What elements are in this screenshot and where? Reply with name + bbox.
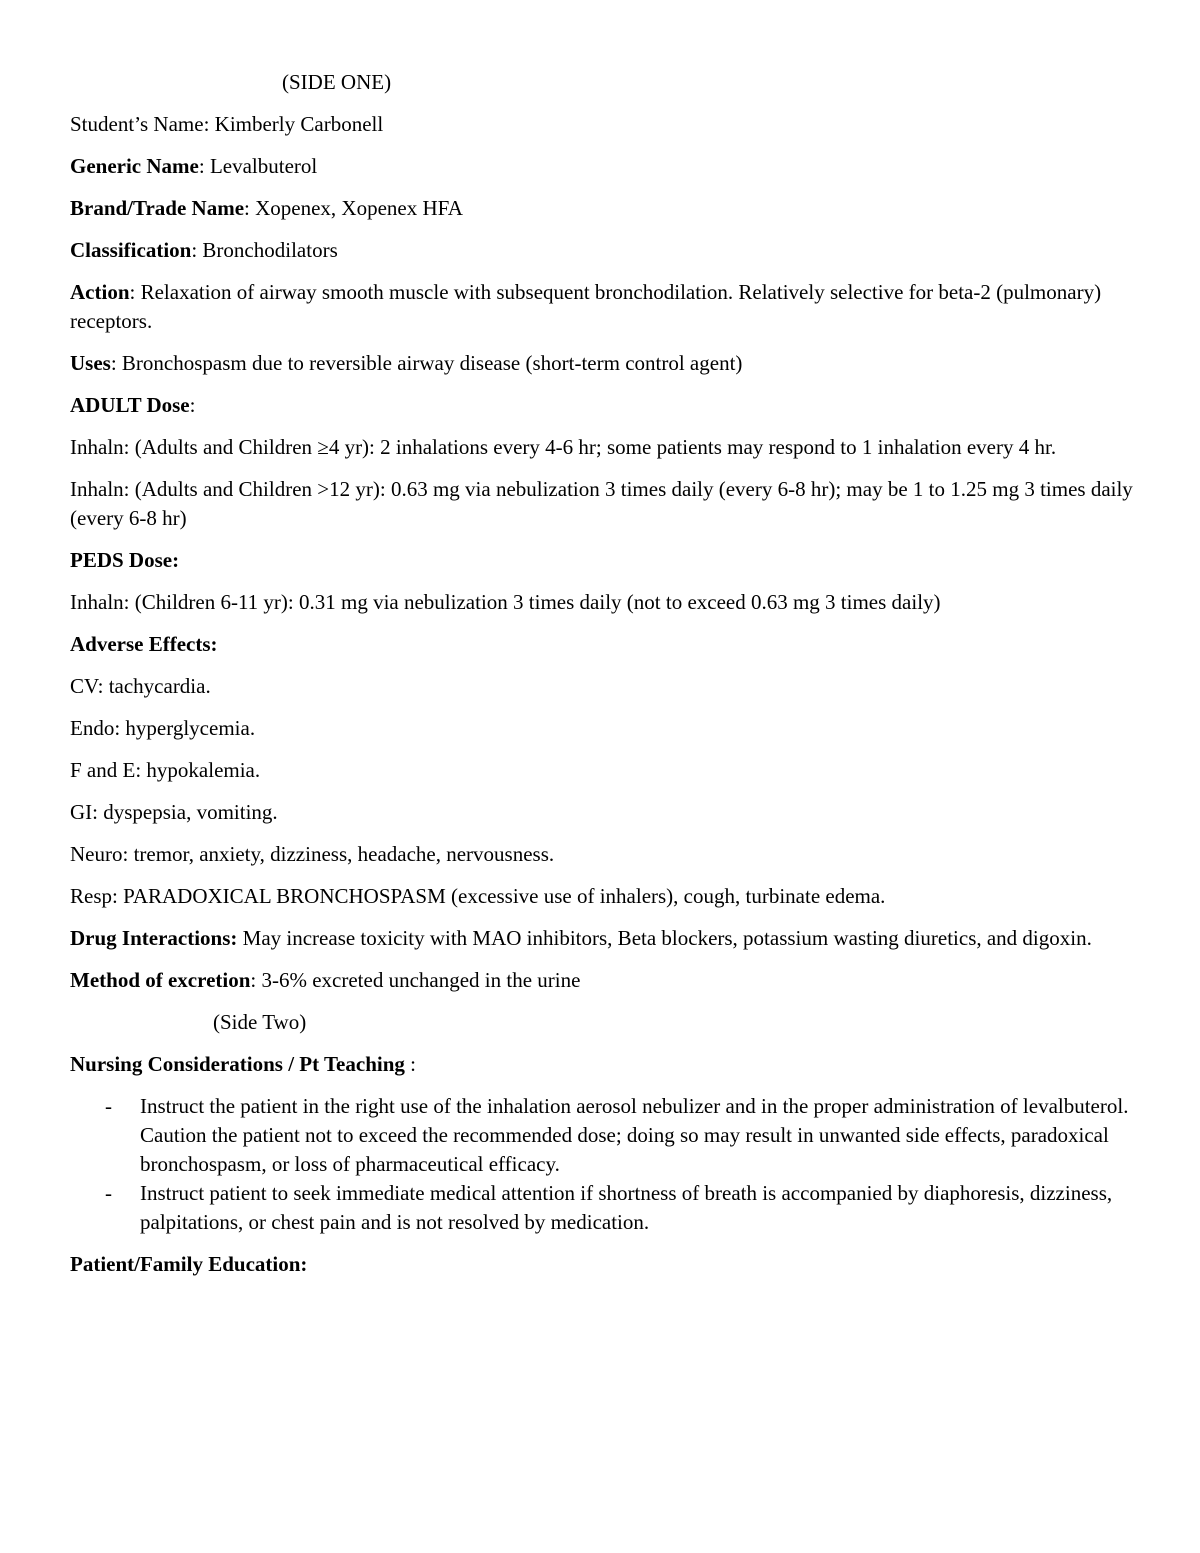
student-name-label: Student’s Name:: [70, 112, 210, 136]
brand-name-value: : Xopenex, Xopenex HFA: [244, 196, 463, 220]
adverse-effects-heading: [70, 630, 1135, 659]
uses-label: Uses: [70, 351, 111, 375]
student-name-line: [70, 110, 1135, 139]
brand-name-line: [70, 194, 1135, 223]
adverse-effect-item: CV: tachycardia.: [70, 674, 211, 698]
adult-dose-line: Inhaln: (Adults and Children >12 yr): 0.63 mg via nebulization 3 times daily (every 6-8 hr); may be 1 to 1.25 mg 3 times daily (every 6-8 hr): [70, 477, 1133, 530]
adult-dose-heading: [70, 391, 1135, 420]
generic-name-value: : Levalbuterol: [198, 154, 318, 178]
adverse-effect-item: GI: dyspepsia, vomiting.: [70, 800, 278, 824]
dash-bullet: -: [105, 1094, 112, 1118]
action-line: [70, 278, 1135, 336]
generic-name-line: [70, 152, 1135, 181]
uses-line: [70, 349, 1135, 378]
classification-line: [70, 236, 1135, 265]
action-label: Action: [70, 280, 130, 304]
adult-dose-line: Inhaln: (Adults and Children ≥4 yr): 2 inhalations every 4-6 hr; some patients may respond to 1 inhalation every 4 hr.: [70, 435, 1057, 459]
peds-dose-heading: [70, 546, 1135, 575]
nursing-list: [70, 1092, 1135, 1237]
adverse-effects-label: Adverse Effects:: [70, 632, 218, 656]
drug-interactions-value: May increase toxicity with MAO inhibitors, Beta blockers, potassium wasting diuretics, and digoxin.: [237, 926, 1092, 950]
classification-value: : Bronchodilators: [191, 238, 338, 262]
adult-dose-label: ADULT Dose: [70, 393, 190, 417]
adverse-effect-item: Resp: PARADOXICAL BRONCHOSPASM (excessive use of inhalers), cough, turbinate edema.: [70, 884, 886, 908]
document-page: [70, 68, 1135, 1292]
list-item: [70, 1179, 1135, 1237]
brand-name-label: Brand/Trade Name: [70, 196, 245, 220]
adverse-effect-item: Neuro: tremor, anxiety, dizziness, headache, nervousness.: [70, 842, 555, 866]
drug-interactions-label: Drug Interactions:: [70, 926, 238, 950]
peds-dose-label: PEDS Dose:: [70, 548, 180, 572]
patient-education-heading: [70, 1250, 1135, 1279]
nursing-heading: [70, 1050, 1135, 1079]
nursing-item-text: Instruct the patient in the right use of the inhalation aerosol nebulizer and in the proper administration of levalbuterol. Caution the patient not to exceed the recommended dose; doing so may result in unwanted side effects, paradoxical bronchospasm, or loss of pharmaceutical efficacy.: [140, 1094, 1129, 1176]
list-item: [70, 1092, 1135, 1179]
adverse-effect-item: F and E: hypokalemia.: [70, 758, 261, 782]
uses-value: : Bronchospasm due to reversible airway disease (short-term control agent): [110, 351, 743, 375]
excretion-line: [70, 966, 1135, 995]
peds-dose-line: Inhaln: (Children 6-11 yr): 0.31 mg via nebulization 3 times daily (not to exceed 0.63 mg 3 times daily): [70, 590, 941, 614]
student-name-value: Kimberly Carbonell: [209, 112, 384, 136]
action-value: : Relaxation of airway smooth muscle with subsequent bronchodilation. Relatively selective for beta-2 (pulmonary) receptors.: [70, 280, 1102, 333]
side-two-heading: (Side Two): [213, 1010, 307, 1034]
excretion-value: : 3-6% excreted unchanged in the urine: [250, 968, 581, 992]
classification-label: Classification: [70, 238, 192, 262]
patient-education-label: Patient/Family Education:: [70, 1252, 308, 1276]
nursing-item-text: Instruct patient to seek immediate medical attention if shortness of breath is accompanied by diaphoresis, dizziness, palpitations, or chest pain and is not resolved by medication.: [140, 1181, 1113, 1234]
adverse-effect-item: Endo: hyperglycemia.: [70, 716, 256, 740]
side-one-heading: (SIDE ONE): [282, 70, 392, 94]
adult-dose-suffix: :: [189, 393, 196, 417]
nursing-label: Nursing Considerations / Pt Teaching: [70, 1052, 405, 1076]
excretion-label: Method of excretion: [70, 968, 251, 992]
nursing-suffix: :: [404, 1052, 416, 1076]
generic-name-label: Generic Name: [70, 154, 199, 178]
drug-interactions-line: [70, 924, 1135, 953]
dash-bullet: -: [105, 1181, 112, 1205]
